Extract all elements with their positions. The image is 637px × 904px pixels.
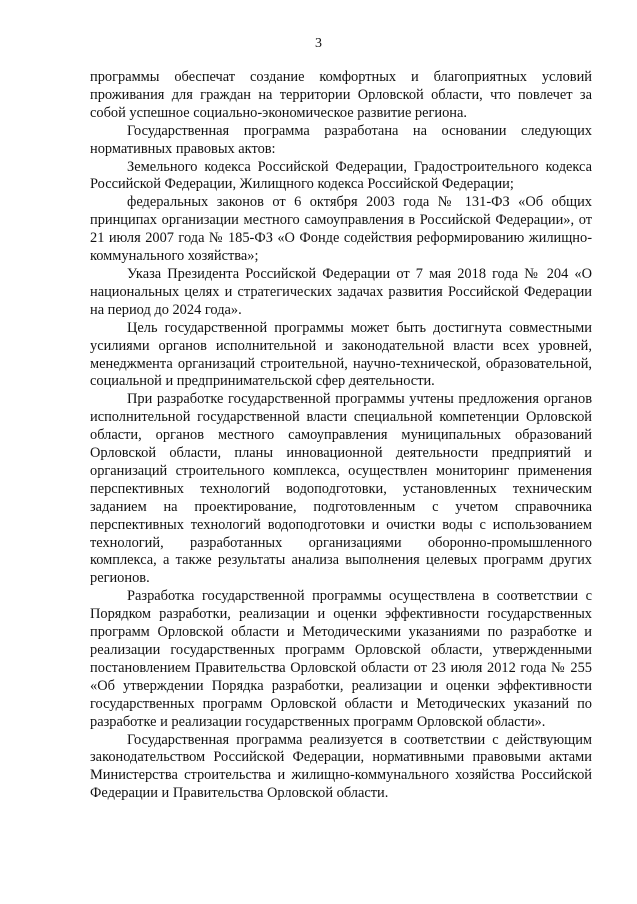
body-text xyxy=(90,69,592,803)
paragraph-presidential-decree: Указа Президента Российской Федерации от 7 мая 2018 года № 204 «О национальных целях и стратегических задачах развития Российской Федерации на период до 2024 года». xyxy=(90,265,592,318)
paragraph-continuation: программы обеспечат создание комфортных и благоприятных условий проживания для граждан на территории Орловской области, что повлечет за собой успешное социально-экономическое развитие региона. xyxy=(90,69,592,121)
paragraph-program-goal: Цель государственной программы может быть достигнута совместными усилиями органов исполнительной и законодательной власти всех уровней, менеджмента организаций строительной, научно-технической, образовательной, социальной и предпринимательской сфер деятельности. xyxy=(90,319,592,390)
paragraph-federal-laws: федеральных законов от 6 октября 2003 года № 131-ФЗ «Об общих принципах организации местного самоуправления в Российской Федерации», от 21 июля 2007 года № 185-ФЗ «О Фонде содействия реформированию жилищно-коммунального хозяйства»; xyxy=(90,194,592,265)
paragraph-codes: Земельного кодекса Российской Федерации, Градостроительного кодекса Российской Федерации, Жилищного кодекса Российской Федерации; xyxy=(90,158,592,193)
paragraph-development-procedure: Разработка государственной программы осуществлена в соответствии с Порядком разработки, реализации и оценки эффективности государственных программ Орловской области и Методическими указаниями по разработке и реализации государственных программ Орловской области, утвержденными постановлением Правительства Орловской области от 23 июля 2012 года № 255 «Об утверждении Порядка разработки, реализации и оценки эффективности государственных программ Орловской области и Методических указаний по разработке и реализации государственных программ Орловской области». xyxy=(90,588,592,730)
paragraph-implementation: Государственная программа реализуется в соответствии с действующим законодательством Российской Федерации, нормативными правовыми актами Министерства строительства и жилищно-коммунального хозяйства Российской Федерации и Правительства Орловской области. xyxy=(90,731,592,802)
paragraph-legal-basis-intro: Государственная программа разработана на основании следующих нормативных правовых актов: xyxy=(90,122,592,157)
page-number: 3 xyxy=(315,36,322,51)
paragraph-development-proposals: При разработке государственной программы учтены предложения органов исполнительной государственной власти специальной компетенции Орловской области, органов местного самоуправления муниципальных образований Орловской области, планы инновационной деятельности предприятий и организаций строительного комплекса, осуществлен мониторинг применения перспективных технологий водоподготовки, установленных техническим заданием на проектирование, подготовленным с учетом справочника перспективных технологий водоподготовки и очистки воды с использованием технологий, разработанных организациями оборонно-промышленного комплекса, а также результаты анализа выполнения целевых программ других регионов. xyxy=(90,391,592,587)
